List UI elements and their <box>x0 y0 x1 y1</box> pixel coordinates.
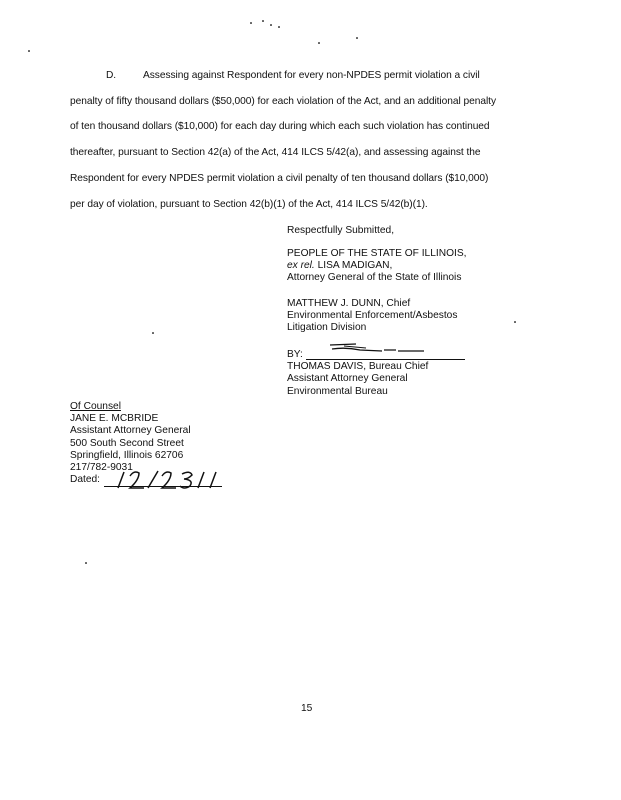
closing: Respectfully Submitted, <box>287 225 395 236</box>
signature-block: BY: THOMAS DAVIS, Bureau Chief Assistant Attorney General Environmental Bureau <box>287 349 429 397</box>
scan-speck <box>356 37 358 39</box>
paragraph-line: Respondent for every NPDES permit violation a civil penalty of ten thousand dollars ($10,000) <box>70 172 489 184</box>
scan-speck <box>514 321 516 323</box>
paragraph-d <box>70 63 560 217</box>
paragraph-line: of ten thousand dollars ($10,000) for each day during which each such violation has continued <box>70 121 490 133</box>
handwritten-date <box>112 468 222 492</box>
scan-speck <box>262 20 264 22</box>
scan-speck <box>278 26 280 28</box>
page-number: 15 <box>301 703 313 714</box>
scan-speck <box>28 50 30 52</box>
paragraph-line: per day of violation, pursuant to Section 42(b)(1) of the Act, 414 ILCS 5/42(b)(1). <box>70 198 428 210</box>
signature-scribble <box>326 340 426 358</box>
paragraph-line: penalty of fifty thousand dollars ($50,000) for each violation of the Act, and an additional penalty <box>70 95 496 107</box>
signature-line <box>306 359 465 360</box>
dunn-block: MATTHEW J. DUNN, Chief Environmental Enforcement/Asbestos Litigation Division <box>287 298 458 334</box>
scan-speck <box>152 332 154 334</box>
paragraph-label: D. <box>106 70 117 81</box>
paragraph-line: D. Assessing against Respondent for every non-NPDES permit violation a civil <box>70 63 560 89</box>
dated-label: Dated: <box>70 474 101 486</box>
scan-speck <box>270 24 272 26</box>
scan-speck <box>85 562 87 564</box>
scan-speck <box>250 22 252 24</box>
scan-speck <box>318 42 320 44</box>
counsel-block: Of Counsel JANE E. MCBRIDE Assistant Attorney General 500 South Second Street Springfield, Illinois 62706 217/782-9031 Dated: <box>70 401 191 486</box>
people-block: PEOPLE OF THE STATE OF ILLINOIS, ex rel. LISA MADIGAN, Attorney General of the State of Illinois <box>287 248 467 284</box>
by-label: BY: <box>287 349 303 360</box>
paragraph-line: thereafter, pursuant to Section 42(a) of the Act, 414 ILCS 5/42(a), and assessing against the <box>70 147 481 159</box>
counsel-heading: Of Counsel <box>70 401 121 412</box>
